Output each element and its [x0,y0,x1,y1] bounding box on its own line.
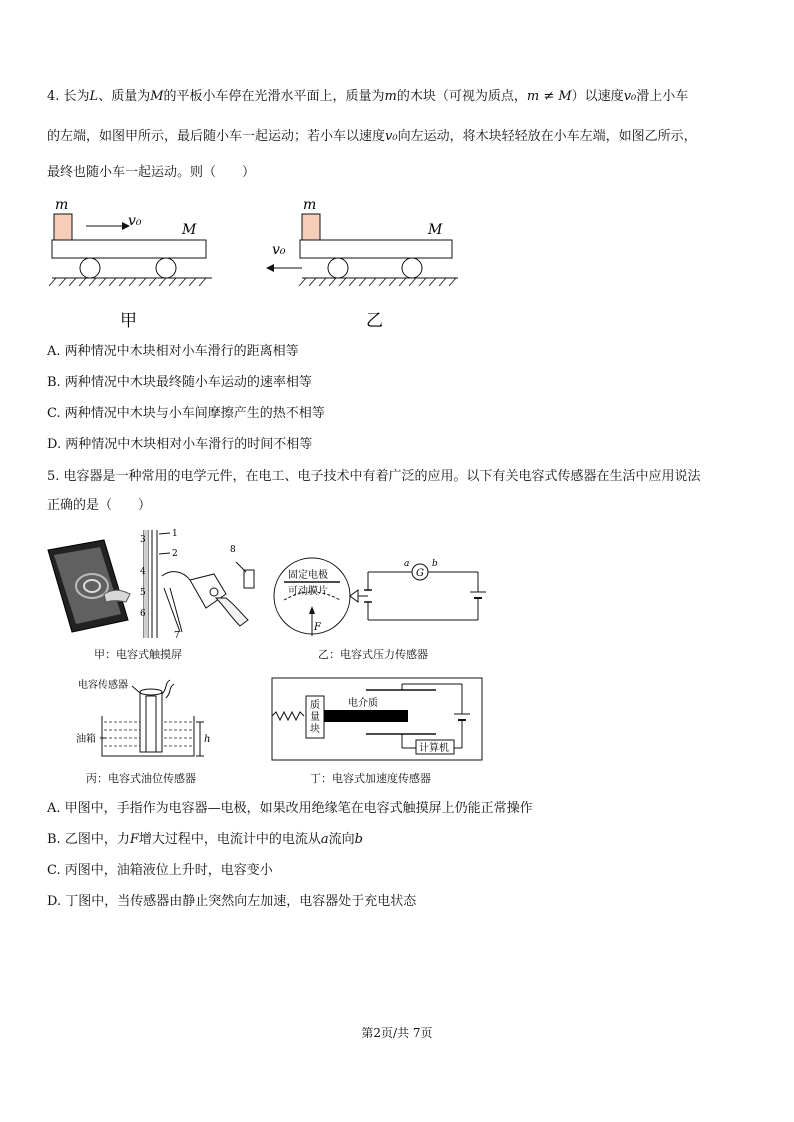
q5-option-d: D. 丁图中，当传感器由静止突然向左加速，电容器处于充电状态 [47,894,417,909]
label-G: G [416,568,424,579]
fig-oil-level-sensor [74,676,214,764]
q5-line-2: 正确的是（ ） [47,498,152,513]
q5-option-c: C. 丙图中，油箱液位上升时，电容变小 [47,863,273,878]
cart-yi [300,240,452,258]
q4-option-a: A. 两种情况中木块相对小车滑行的距离相等 [47,344,299,359]
label-mass-1: 质 [310,700,320,711]
label-v0-jia: v₀ [128,213,142,229]
label-oil-tank: 油箱 [76,734,96,745]
q4-line-2: 的左端，如图甲所示，最后随小车一起运动；若小车以速度v₀向左运动，将木块轻轻放在小车左端，如图乙所示， [47,129,697,144]
fig-yi [266,197,458,286]
label-M-jia: M [182,222,197,238]
fig-label-jia: 甲 [120,311,137,331]
q4-option-c: C. 两种情况中木块与小车间摩擦产生的热不相等 [47,406,325,421]
q5-option-a: A. 甲图中，手指作为电容器—电极，如果改用绝缘笔在电容式触摸屏上仍能正常操作 [47,801,533,816]
num-2: 2 [172,549,178,559]
num-5: 5 [140,588,146,598]
wheel-yi-left [328,258,348,278]
label-m-jia: m [55,197,69,213]
label-fixed-electrode: 固定电极 [288,570,328,581]
dielectric-bar [324,710,408,722]
label-movable-film: 可动膜片 [288,586,328,597]
cart-jia [52,240,206,258]
label-h: h [204,734,211,745]
label-m-yi: m [303,197,317,213]
q4-option-b: B. 两种情况中木块最终随小车运动的速率相等 [47,375,312,390]
q4-option-d: D. 两种情况中木块相对小车滑行的时间不相等 [47,437,313,452]
num-7: 7 [174,631,180,640]
caption-ding: 丁：电容式加速度传感器 [310,772,431,785]
q5-option-b: B. 乙图中，力F增大过程中，电流计中的电流从a流向b [47,832,363,847]
label-capacitor-sensor: 电容传感器 [78,680,128,691]
num-8: 8 [230,545,236,555]
fig-label-yi: 乙 [366,311,383,331]
caption-jia: 甲：电容式触摸屏 [94,648,182,661]
label-M-yi: M [428,222,443,238]
q4-line-3: 最终也随小车一起运动。则（ ） [47,165,256,180]
fig-acceleration-sensor [266,676,486,764]
label-a: a [404,559,410,569]
label-mass-3: 块 [310,724,320,735]
wheel-yi-right [402,258,422,278]
num-4: 4 [140,567,146,577]
fig-pressure-sensor [272,554,488,644]
caption-yi: 乙：电容式压力传感器 [318,648,428,661]
wheel-jia-left [80,258,100,278]
label-computer: 计算机 [419,743,449,754]
caption-bing: 丙：电容式油位传感器 [86,772,196,785]
label-dielectric: 电介质 [348,698,378,709]
label-F: F [314,622,321,633]
block-m-jia [54,214,72,240]
label-mass-2: 量 [310,712,320,723]
fig-jia [49,197,212,286]
q4-figure [40,192,480,332]
q4-line-1: 4. 长为L、质量为M的平板小车停在光滑水平面上，质量为m的木块（可视为质点，m ≠ M）以速度v₀滑上小车 [47,89,689,104]
block-m-yi [302,214,320,240]
fig-touch-screen [44,528,266,640]
q5-line-1: 5. 电容器是一种常用的电学元件，在电工、电子技术中有着广泛的应用。以下有关电容式传感器在生活中应用说法 [47,469,701,484]
page-footer: 第2页/共 7页 [361,1026,433,1040]
num-3: 3 [140,535,146,545]
wheel-jia-right [156,258,176,278]
num-6: 6 [140,609,146,619]
num-1: 1 [172,529,178,539]
label-b: b [432,559,438,569]
label-v0-yi: v₀ [272,242,286,258]
